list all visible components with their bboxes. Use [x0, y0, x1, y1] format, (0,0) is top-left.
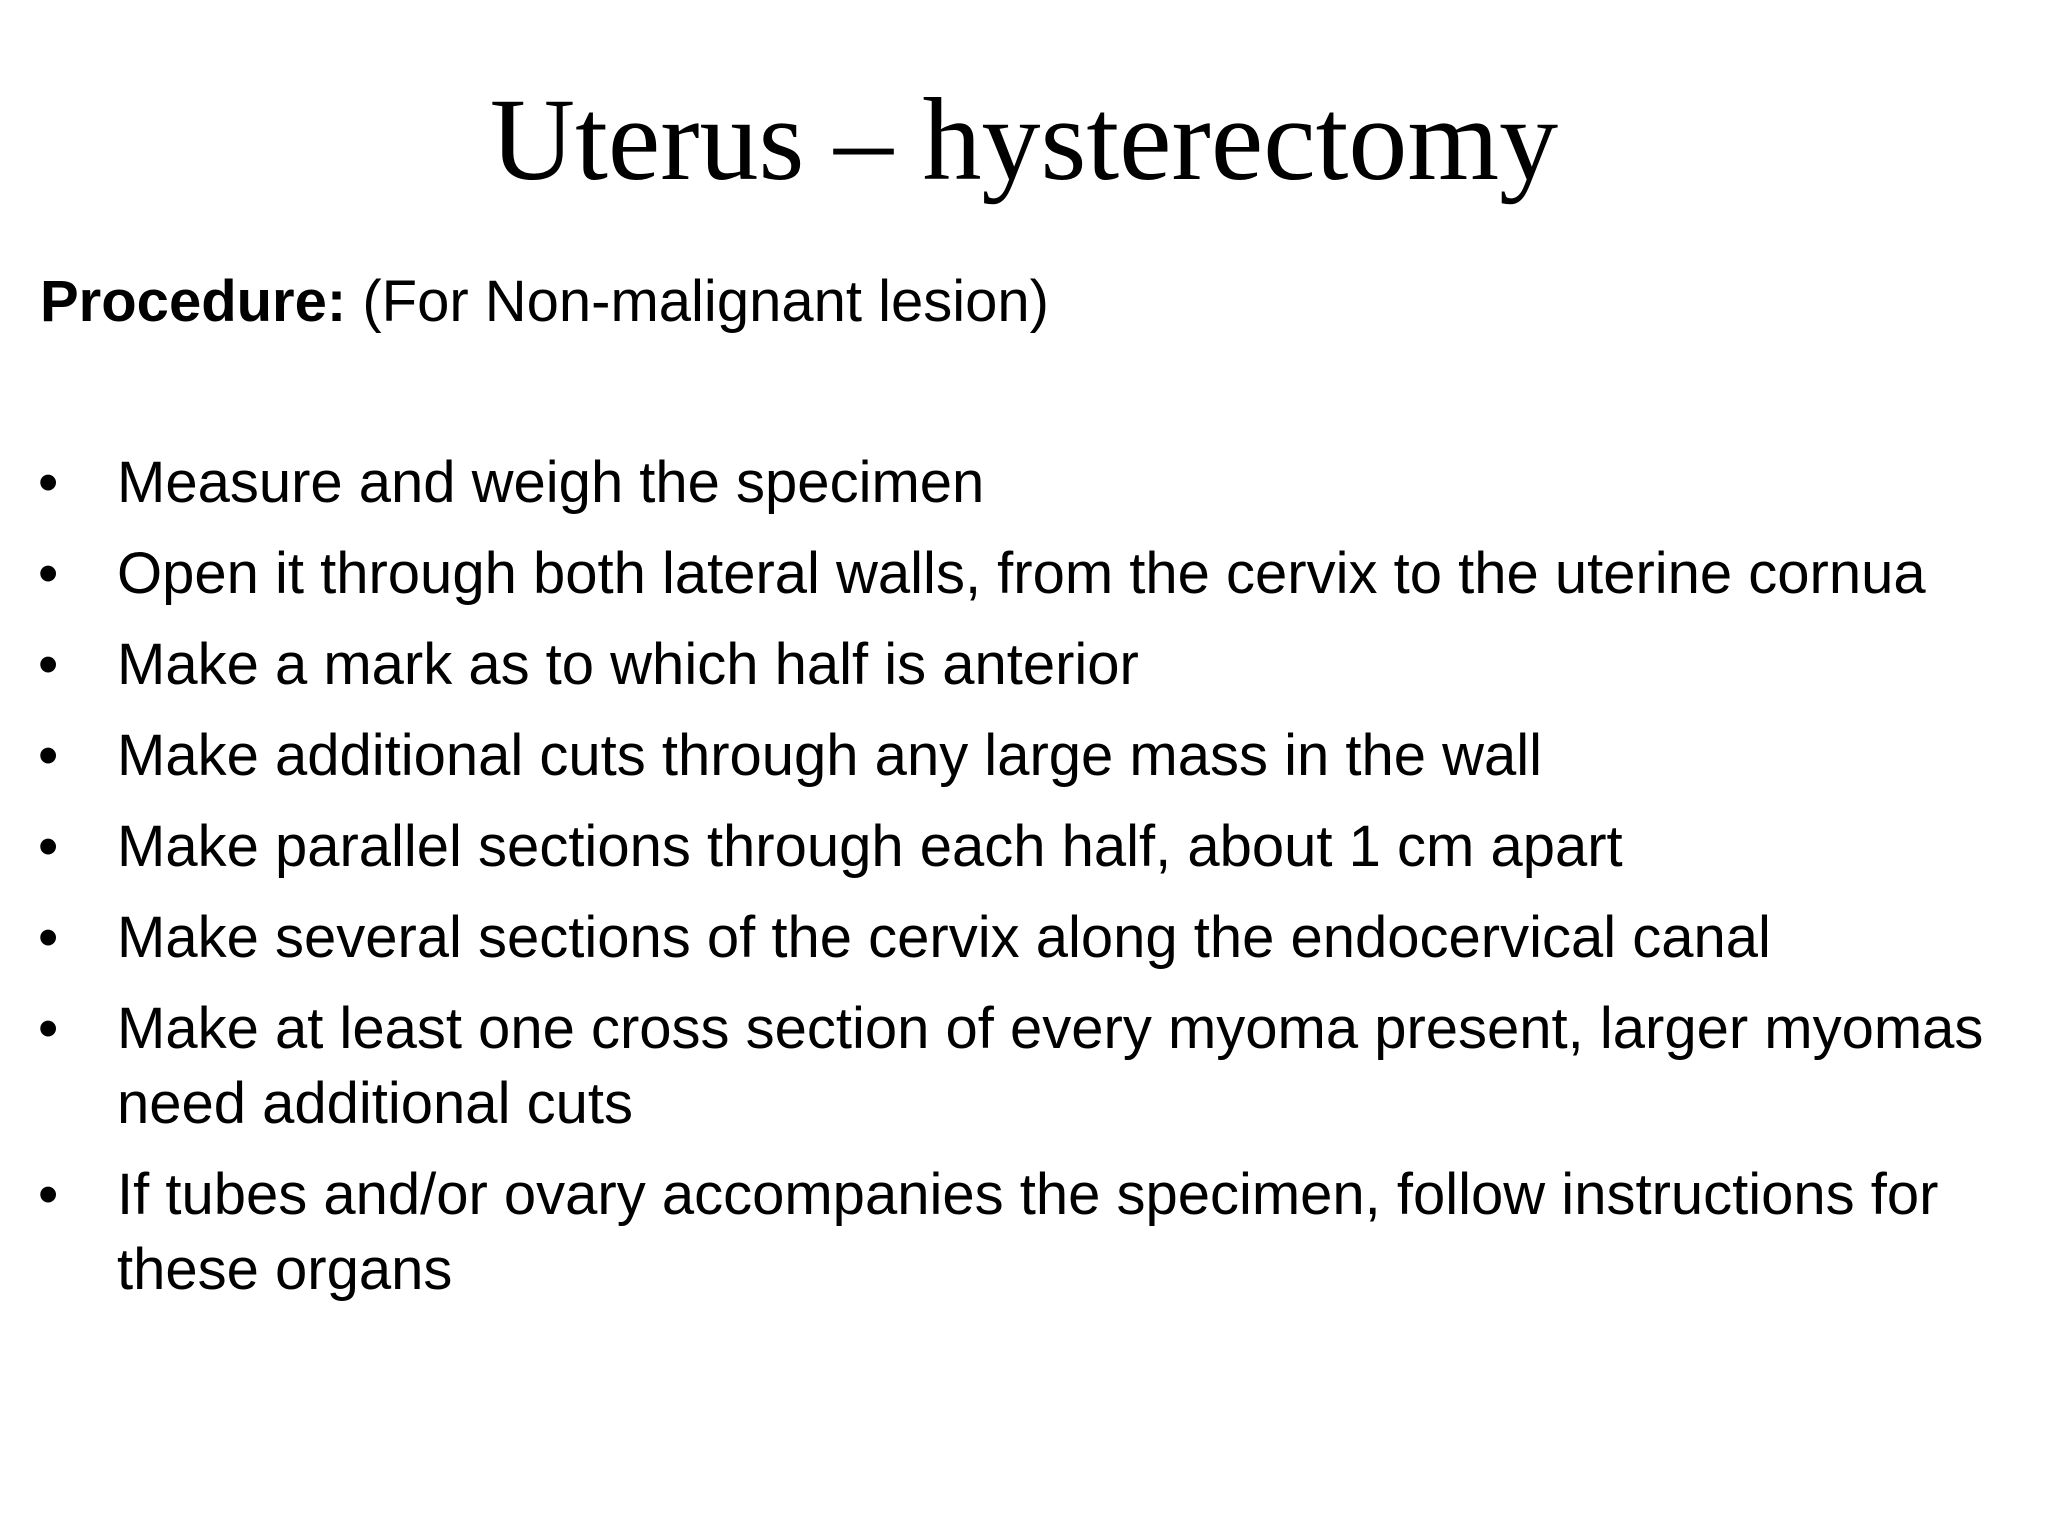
step-text: Make several sections of the cervix along the endocervical canal	[117, 905, 1771, 970]
bullet-icon: •	[38, 996, 59, 1061]
list-item	[0, 536, 2048, 611]
step-text: Open it through both lateral walls, from the cervix to the uterine cornua	[117, 541, 1926, 606]
step-text: Make additional cuts through any large mass in the wall	[117, 723, 1542, 788]
step-text: Measure and weigh the specimen	[117, 450, 985, 515]
bullet-icon: •	[38, 541, 59, 606]
procedure-heading	[40, 262, 1049, 342]
list-item	[0, 627, 2048, 702]
bullet-icon: •	[38, 905, 59, 970]
list-item	[0, 445, 2048, 520]
list-item	[0, 1157, 2048, 1307]
list-item	[0, 809, 2048, 884]
step-text: Make parallel sections through each half, about 1 cm apart	[117, 814, 1623, 879]
procedure-steps-list	[0, 445, 2048, 1323]
step-text: If tubes and/or ovary accompanies the specimen, follow instructions for these organs	[117, 1162, 1939, 1302]
list-item	[0, 991, 2048, 1141]
bullet-icon: •	[38, 814, 59, 879]
list-item	[0, 900, 2048, 975]
bullet-icon: •	[38, 632, 59, 697]
bullet-icon: •	[38, 723, 59, 788]
procedure-label: Procedure:	[40, 269, 347, 334]
bullet-icon: •	[38, 1162, 59, 1227]
procedure-note: (For Non-malignant lesion)	[362, 269, 1049, 334]
bullet-icon: •	[38, 450, 59, 515]
step-text: Make at least one cross section of every myoma present, larger myomas need additional cuts	[117, 996, 1984, 1136]
list-item	[0, 718, 2048, 793]
slide-title: Uterus – hysterectomy	[489, 74, 1559, 205]
step-text: Make a mark as to which half is anterior	[117, 632, 1139, 697]
